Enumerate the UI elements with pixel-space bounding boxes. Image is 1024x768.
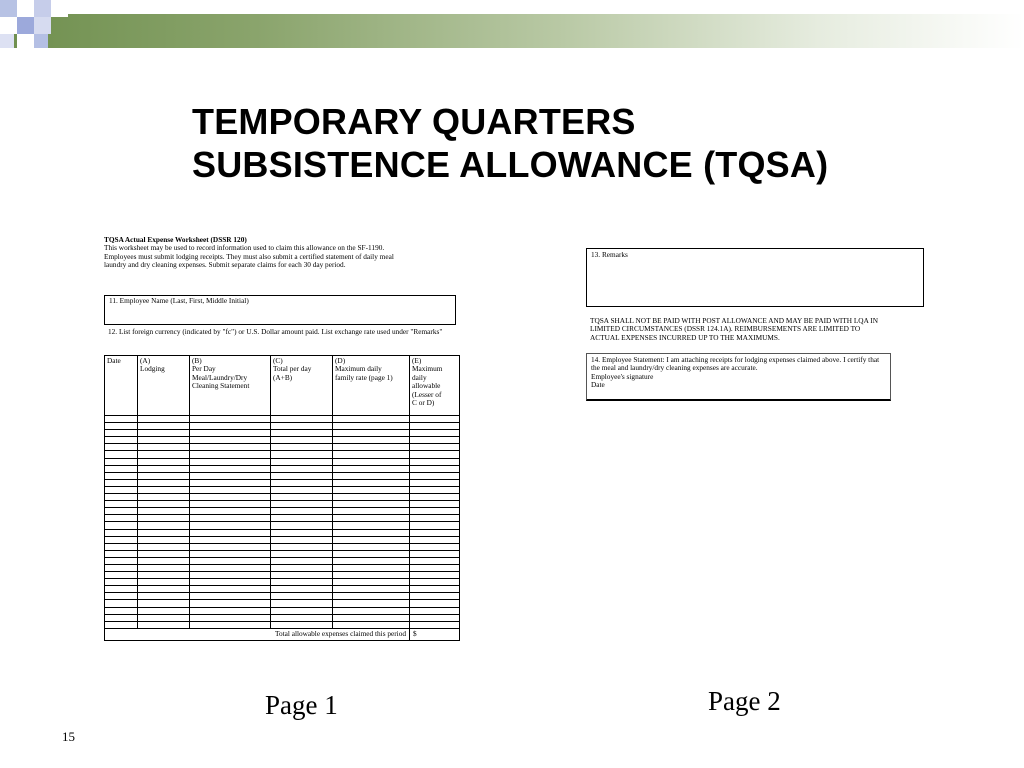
table-row [105, 579, 460, 586]
table-cell[interactable] [271, 451, 333, 458]
table-row [105, 550, 460, 557]
table-cell[interactable] [105, 607, 138, 614]
table-cell[interactable] [271, 572, 333, 579]
table-cell[interactable] [138, 416, 190, 423]
table-cell[interactable] [271, 600, 333, 607]
table-row [105, 451, 460, 458]
table-cell[interactable] [190, 543, 271, 550]
table-row [105, 416, 460, 423]
table-cell[interactable] [138, 586, 190, 593]
table-cell[interactable] [410, 479, 460, 486]
table-cell[interactable] [271, 486, 333, 493]
employee-name-label: 11. Employee Name (Last, First, Middle Initial) [109, 296, 249, 305]
table-cell[interactable] [138, 579, 190, 586]
table-cell[interactable] [190, 465, 271, 472]
column-header: (A) Lodging [138, 356, 190, 416]
table-cell[interactable] [410, 494, 460, 501]
table-cell[interactable] [105, 621, 138, 628]
table-cell[interactable] [271, 430, 333, 437]
table-cell[interactable] [333, 479, 410, 486]
expense-table [104, 355, 460, 641]
table-cell[interactable] [271, 465, 333, 472]
employee-statement-box[interactable] [586, 353, 891, 401]
table-cell[interactable] [105, 522, 138, 529]
table-cell[interactable] [190, 430, 271, 437]
table-cell[interactable] [410, 437, 460, 444]
table-cell[interactable] [410, 557, 460, 564]
decor-square [34, 17, 51, 34]
table-cell[interactable] [138, 543, 190, 550]
table-cell[interactable] [410, 593, 460, 600]
table-row [105, 607, 460, 614]
table-cell[interactable] [138, 593, 190, 600]
table-cell[interactable] [271, 550, 333, 557]
table-cell[interactable] [105, 465, 138, 472]
employee-statement: 14. Employee Statement: I am attaching receipts for lodging expenses claimed above. I certify that the meal and laundry/dry cleaning expenses are accurate. [591, 355, 880, 373]
column-header: (D) Maximum daily family rate (page 1) [333, 356, 410, 416]
table-cell[interactable] [138, 536, 190, 543]
total-value[interactable]: $ [410, 628, 460, 640]
table-cell[interactable] [271, 416, 333, 423]
table-cell[interactable] [333, 600, 410, 607]
table-cell[interactable] [333, 416, 410, 423]
table-cell[interactable] [105, 430, 138, 437]
table-cell[interactable] [333, 593, 410, 600]
table-cell[interactable] [271, 564, 333, 571]
table-cell[interactable] [138, 501, 190, 508]
table-row [105, 543, 460, 550]
table-cell[interactable] [190, 472, 271, 479]
table-cell[interactable] [333, 550, 410, 557]
table-cell[interactable] [190, 508, 271, 515]
total-row [105, 628, 460, 640]
table-cell[interactable] [410, 579, 460, 586]
table-cell[interactable] [138, 564, 190, 571]
table-cell[interactable] [138, 451, 190, 458]
table-cell[interactable] [105, 416, 138, 423]
table-cell[interactable] [271, 529, 333, 536]
table-cell[interactable] [410, 508, 460, 515]
table-cell[interactable] [190, 486, 271, 493]
table-row [105, 486, 460, 493]
table-row [105, 423, 460, 430]
header-gradient-bar [0, 14, 1024, 48]
table-cell[interactable] [410, 572, 460, 579]
table-row [105, 501, 460, 508]
table-row [105, 479, 460, 486]
table-cell[interactable] [105, 444, 138, 451]
table-cell[interactable] [105, 458, 138, 465]
table-cell[interactable] [138, 607, 190, 614]
slide-number: 15 [62, 729, 75, 744]
table-cell[interactable] [271, 621, 333, 628]
table-body [105, 416, 460, 641]
table-cell[interactable] [105, 451, 138, 458]
table-cell[interactable] [190, 614, 271, 621]
table-cell[interactable] [138, 494, 190, 501]
decor-square [34, 34, 48, 48]
employee-name-field[interactable] [104, 295, 456, 325]
table-row [105, 536, 460, 543]
table-cell[interactable] [138, 621, 190, 628]
table-cell[interactable] [105, 543, 138, 550]
table-cell[interactable] [105, 600, 138, 607]
table-cell[interactable] [333, 529, 410, 536]
table-cell[interactable] [138, 486, 190, 493]
table-cell[interactable] [410, 486, 460, 493]
table-cell[interactable] [333, 465, 410, 472]
table-cell[interactable] [333, 572, 410, 579]
table-cell[interactable] [410, 458, 460, 465]
table-cell[interactable] [190, 586, 271, 593]
decor-square [0, 34, 14, 48]
table-cell[interactable] [271, 423, 333, 430]
table-cell[interactable] [333, 614, 410, 621]
tqsa-warning: TQSA SHALL NOT BE PAID WITH POST ALLOWANCE AND MAY BE PAID WITH LQA IN LIMITED CIRCUMSTANCES (DSSR 124.1A). REIMBURSEMENTS ARE LIMITED TO ACTUAL EXPENSES INCURRED UP TO THE MAXIMUMS. [590, 316, 878, 342]
table-cell[interactable] [410, 607, 460, 614]
table-cell[interactable] [190, 529, 271, 536]
table-cell[interactable] [138, 423, 190, 430]
table-cell[interactable] [105, 437, 138, 444]
decor-square [51, 0, 68, 17]
table-cell[interactable] [271, 515, 333, 522]
table-cell[interactable] [333, 444, 410, 451]
table-cell[interactable] [271, 557, 333, 564]
table-cell[interactable] [271, 543, 333, 550]
title-line-2: SUBSISTENCE ALLOWANCE (TQSA) [192, 144, 829, 185]
table-cell[interactable] [410, 444, 460, 451]
decor-square [17, 34, 34, 51]
table-cell[interactable] [190, 416, 271, 423]
table-cell[interactable] [105, 593, 138, 600]
column-header: Date [105, 356, 138, 416]
table-cell[interactable] [190, 451, 271, 458]
table-cell[interactable] [333, 579, 410, 586]
table-cell[interactable] [190, 515, 271, 522]
table-cell[interactable] [410, 472, 460, 479]
date-label: Date [591, 380, 605, 390]
table-cell[interactable] [410, 423, 460, 430]
worksheet-intro: This worksheet may be used to record information used to claim this allowance on the SF-1190. Employees must submit lodging receipts. They must also submit a certified statement of daily meal laundry and dry cleaning expenses. Submit separate claims for each 30 day period. [104, 243, 394, 270]
table-cell[interactable] [410, 451, 460, 458]
table-cell[interactable] [333, 564, 410, 571]
page-2-caption: Page 2 [708, 686, 781, 716]
table-cell[interactable] [105, 479, 138, 486]
table-cell[interactable] [138, 600, 190, 607]
table-cell[interactable] [105, 529, 138, 536]
table-row [105, 508, 460, 515]
table-cell[interactable] [333, 557, 410, 564]
worksheet-heading: TQSA Actual Expense Worksheet (DSSR 120) [104, 235, 247, 244]
table-cell[interactable] [105, 572, 138, 579]
table-cell[interactable] [190, 557, 271, 564]
table-cell[interactable] [333, 437, 410, 444]
table-row [105, 586, 460, 593]
table-row [105, 564, 460, 571]
table-cell[interactable] [105, 486, 138, 493]
signature-label: Employee's signature [591, 371, 654, 381]
table-cell[interactable] [410, 564, 460, 571]
table-cell[interactable] [271, 522, 333, 529]
table-cell[interactable] [333, 451, 410, 458]
remarks-field[interactable] [586, 248, 924, 307]
table-cell[interactable] [410, 543, 460, 550]
table-cell[interactable] [190, 437, 271, 444]
table-row [105, 522, 460, 529]
table-row [105, 593, 460, 600]
column-header: (B) Per Day Meal/Laundry/Dry Cleaning Statement [190, 356, 271, 416]
table-cell[interactable] [271, 458, 333, 465]
table-cell[interactable] [105, 614, 138, 621]
table-cell[interactable] [138, 444, 190, 451]
table-cell[interactable] [271, 586, 333, 593]
table-cell[interactable] [333, 423, 410, 430]
table-cell[interactable] [138, 437, 190, 444]
table-cell[interactable] [190, 444, 271, 451]
table-cell[interactable] [138, 529, 190, 536]
currency-note: 12. List foreign currency (indicated by "fc") or U.S. Dollar amount paid. List exchange rate used under "Remarks" [108, 327, 443, 336]
table-cell[interactable] [271, 607, 333, 614]
table-cell[interactable] [138, 508, 190, 515]
decor-square [17, 17, 34, 34]
table-cell[interactable] [333, 515, 410, 522]
table-cell[interactable] [333, 586, 410, 593]
table-cell[interactable] [138, 515, 190, 522]
table-cell[interactable] [271, 536, 333, 543]
table-cell[interactable] [190, 564, 271, 571]
table-cell[interactable] [105, 501, 138, 508]
table-cell[interactable] [410, 614, 460, 621]
table-cell[interactable] [410, 522, 460, 529]
table-cell[interactable] [138, 572, 190, 579]
table-cell[interactable] [105, 423, 138, 430]
table-cell[interactable] [271, 444, 333, 451]
decor-square [0, 0, 17, 17]
table-cell[interactable] [271, 479, 333, 486]
table-cell[interactable] [138, 430, 190, 437]
column-header: (C) Total per day (A+B) [271, 356, 333, 416]
table-cell[interactable] [105, 508, 138, 515]
table-cell[interactable] [105, 515, 138, 522]
table-cell[interactable] [190, 458, 271, 465]
table-cell[interactable] [190, 572, 271, 579]
table-cell[interactable] [190, 494, 271, 501]
table-cell[interactable] [271, 472, 333, 479]
table-row [105, 621, 460, 628]
table-cell[interactable] [410, 621, 460, 628]
table-cell[interactable] [410, 465, 460, 472]
table-cell[interactable] [138, 472, 190, 479]
table-cell[interactable] [410, 536, 460, 543]
table-cell[interactable] [271, 614, 333, 621]
table-cell[interactable] [190, 593, 271, 600]
table-cell[interactable] [105, 472, 138, 479]
table-cell[interactable] [190, 600, 271, 607]
table-row [105, 430, 460, 437]
table-cell[interactable] [138, 557, 190, 564]
table-cell[interactable] [333, 522, 410, 529]
title-line-1: TEMPORARY QUARTERS [192, 101, 636, 142]
table-cell[interactable] [138, 522, 190, 529]
table-row [105, 614, 460, 621]
table-row [105, 515, 460, 522]
table-cell[interactable] [333, 536, 410, 543]
table-cell[interactable] [105, 536, 138, 543]
table-cell[interactable] [410, 501, 460, 508]
table-cell[interactable] [138, 614, 190, 621]
table-cell[interactable] [271, 579, 333, 586]
table-cell[interactable] [271, 501, 333, 508]
table-cell[interactable] [410, 515, 460, 522]
table-row [105, 465, 460, 472]
table-cell[interactable] [333, 543, 410, 550]
table-cell[interactable] [190, 479, 271, 486]
table-cell[interactable] [190, 423, 271, 430]
table-row [105, 444, 460, 451]
table-row [105, 494, 460, 501]
table-cell[interactable] [410, 430, 460, 437]
table-cell[interactable] [333, 430, 410, 437]
table-cell[interactable] [333, 501, 410, 508]
table-cell[interactable] [105, 557, 138, 564]
worksheet-page-1 [104, 235, 460, 639]
table-cell[interactable] [410, 600, 460, 607]
table-cell[interactable] [333, 621, 410, 628]
decor-square [34, 0, 51, 17]
table-row [105, 458, 460, 465]
table-cell[interactable] [105, 564, 138, 571]
total-label: Total allowable expenses claimed this period [105, 628, 410, 640]
table-cell[interactable] [190, 579, 271, 586]
table-cell[interactable] [105, 579, 138, 586]
table-cell[interactable] [190, 522, 271, 529]
table-cell[interactable] [138, 465, 190, 472]
table-cell[interactable] [138, 458, 190, 465]
table-cell[interactable] [138, 550, 190, 557]
table-cell[interactable] [271, 437, 333, 444]
table-cell[interactable] [105, 550, 138, 557]
table-row [105, 557, 460, 564]
table-cell[interactable] [105, 586, 138, 593]
table-row [105, 600, 460, 607]
table-cell[interactable] [333, 486, 410, 493]
decor-square [0, 17, 17, 34]
table-cell[interactable] [410, 529, 460, 536]
table-cell[interactable] [333, 607, 410, 614]
table-row [105, 472, 460, 479]
table-cell[interactable] [333, 458, 410, 465]
table-cell[interactable] [410, 550, 460, 557]
table-cell[interactable] [333, 472, 410, 479]
table-cell[interactable] [138, 479, 190, 486]
table-header-row [105, 356, 460, 416]
table-cell[interactable] [271, 494, 333, 501]
page-1-caption: Page 1 [265, 690, 338, 720]
table-cell[interactable] [333, 508, 410, 515]
table-row [105, 437, 460, 444]
table-cell[interactable] [271, 508, 333, 515]
table-row [105, 572, 460, 579]
table-cell[interactable] [190, 607, 271, 614]
slide-title [192, 100, 828, 186]
table-cell[interactable] [190, 536, 271, 543]
table-cell[interactable] [105, 494, 138, 501]
table-cell[interactable] [333, 494, 410, 501]
table-cell[interactable] [410, 586, 460, 593]
table-cell[interactable] [190, 501, 271, 508]
decor-square [17, 0, 34, 17]
table-cell[interactable] [190, 550, 271, 557]
table-row [105, 529, 460, 536]
table-cell[interactable] [190, 621, 271, 628]
column-header: (E) Maximum daily allowable (Lesser of C or D) [410, 356, 460, 416]
remarks-label: 13. Remarks [591, 250, 628, 259]
table-cell[interactable] [410, 416, 460, 423]
table-cell[interactable] [271, 593, 333, 600]
